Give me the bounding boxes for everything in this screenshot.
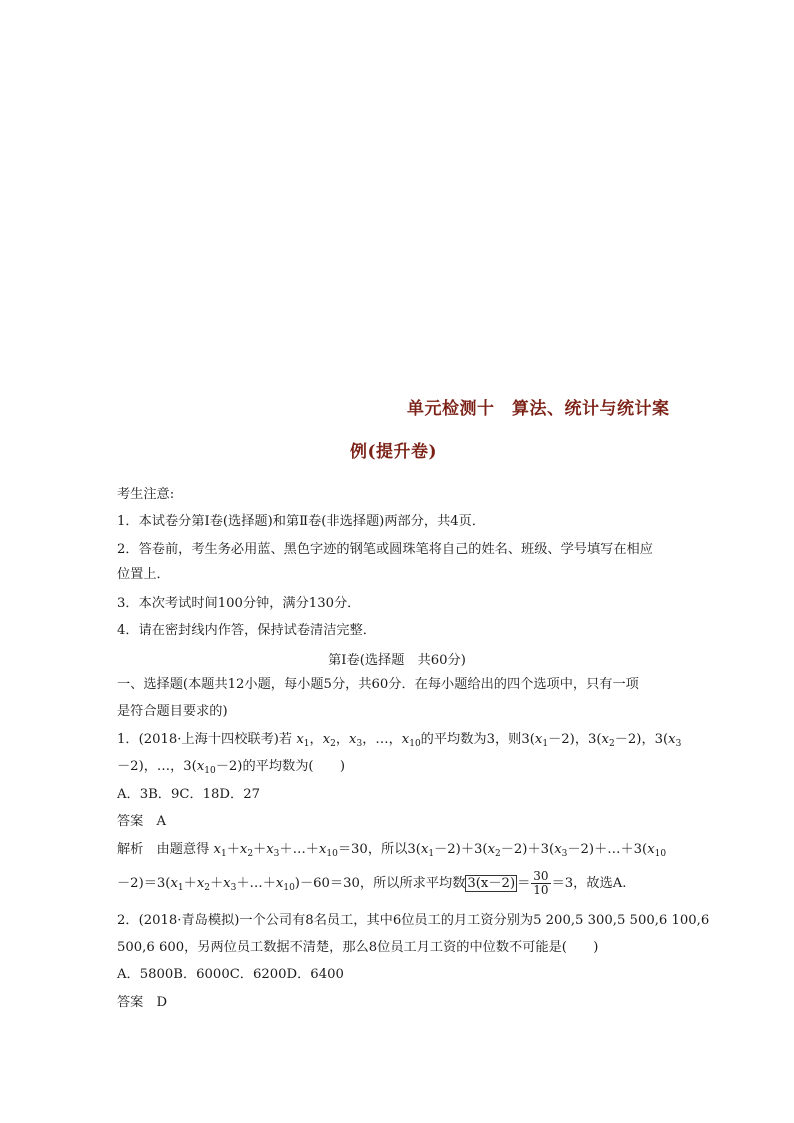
part1-heading: 第Ⅰ卷(选择题 共60分) [328, 653, 466, 668]
notice-item-3: 3．本次考试时间100分钟，满分130分． [117, 596, 361, 611]
section-instructions: 一、选择题(本题共12小题，每小题5分，共60分．在每小题给出的四个选项中，只有一项 [117, 677, 639, 692]
q1-analysis-line2: $-2)=3(x_1+x_2+x_3+\dots+x_{10})-60=30$，所以所求平均数 3(x－2) ＝ $\frac{30}{10}$ ＝3，故选A. [117, 869, 627, 897]
q1-analysis-label: 解析 由题意得 [117, 842, 210, 857]
exam-title-line1: 单元检测十 算法、统计与统计案 [407, 399, 670, 419]
q2-stem-line1: 2．(2018·青岛模拟)一个公司有8名员工，其中6位员工的月工资分别为5 200,5 300,5 500,6 100,6 [117, 913, 710, 928]
q1-stem-line1: 1．(2018·上海十四校联考)若 $x_1$，$x_2$，$x_3$，…，$x_{10}$的平均数为3，则$3(x_1-2)$，$3(x_2-2)$，$3(x_3$ [117, 732, 682, 749]
exam-title-line2: 例(提升卷) [350, 442, 438, 462]
q1-fraction-denominator: 10 [533, 883, 549, 897]
q1-stem-line2: －2)，…，$3(x_{10}-2)$的平均数为( ) [117, 759, 346, 776]
q1-analysis-eq1: ＝30，所以3( [337, 842, 421, 857]
q2-answer: 答案 D [117, 995, 168, 1010]
q1-answer: 答案 A [117, 814, 167, 829]
q1-fraction-numerator: 30 [533, 869, 549, 883]
notice-heading: 考生注意: [117, 487, 175, 502]
notice-item-2-cont: 位置上． [117, 567, 170, 582]
q1-prefix: 1．(2018·上海十四校联考)若 [117, 732, 293, 747]
q1-boxed-expression: 3(x－2) [467, 876, 516, 891]
q2-stem-line2: 500,6 600，另两位员工数据不清楚，那么8位员工月工资的中位数不可能是( ) [117, 940, 599, 955]
notice-item-4: 4．请在密封线内作答，保持试卷清洁完整． [117, 623, 376, 638]
q1-analysis-end: ＝3，故选A. [551, 876, 627, 891]
notice-item-1: 1．本试卷分第Ⅰ卷(选择题)和第Ⅱ卷(非选择题)两部分，共4页． [117, 514, 486, 529]
q1-options: A．3B．9C．18D．27 [117, 787, 260, 802]
q1-mid: 的平均数为3，则3( [420, 732, 535, 747]
q1-fraction [531, 870, 550, 897]
q2-options: A．5800B．6000C．6200D．6400 [117, 967, 344, 982]
notice-item-2: 2．答卷前，考生务必用蓝、黑色字迹的钢笔或圆珠笔将自己的姓名、班级、学号填写在相应 [117, 542, 653, 557]
q1-analysis-line1: 解析 由题意得 $x_1+x_2+x_3+\dots+x_{10}=30$，所以$3(x_1-2)+3(x_2-2)+3(x_3-2)+\dots+3(x_{10}$ [117, 842, 667, 859]
section-instructions-cont: 是符合题目要求的) [117, 704, 228, 719]
q1-question-end: 的平均数为( ) [242, 759, 346, 774]
q1-analysis-tail: －60＝30，所以所求平均数 [299, 876, 466, 891]
